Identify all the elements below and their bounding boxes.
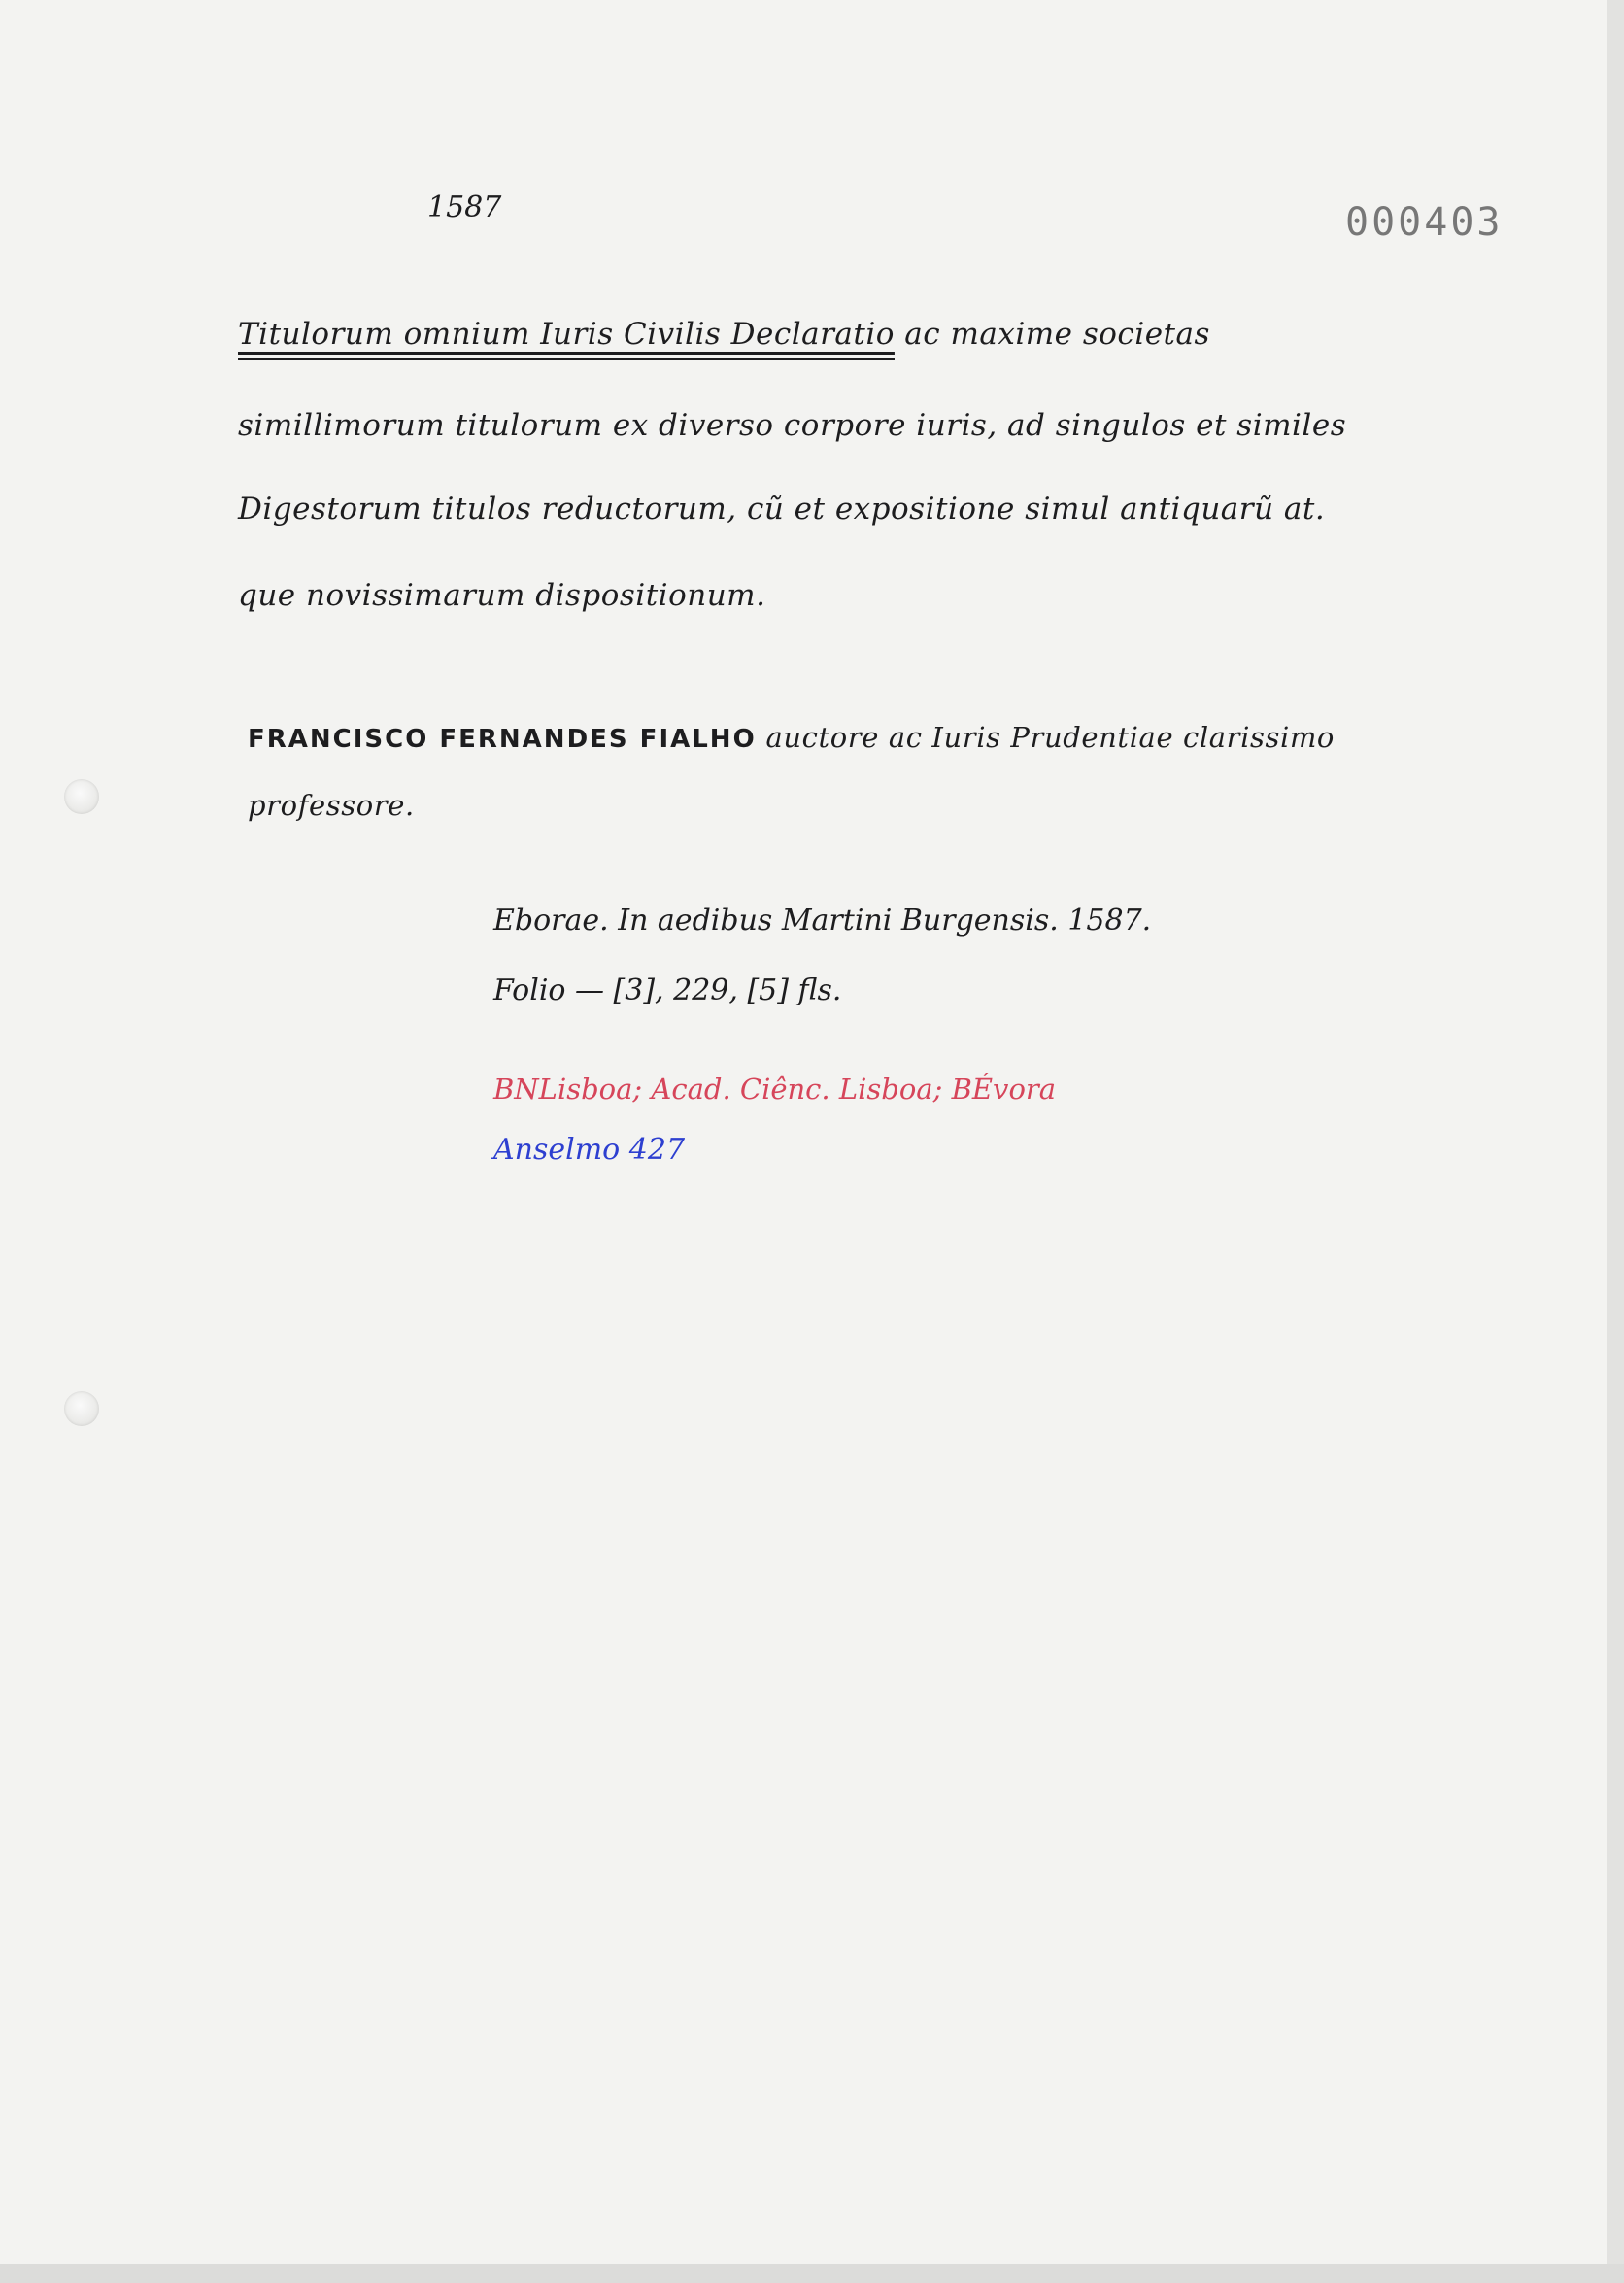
- author-name: FRANCISCO FERNANDES FIALHO: [248, 725, 757, 754]
- author-line-1: [248, 721, 1335, 754]
- stamp-number: 000403: [1345, 200, 1504, 245]
- holding-libraries: BNLisboa; Acad. Ciênc. Lisboa; BÉvora: [493, 1073, 1057, 1106]
- author-line-2: professore.: [248, 789, 415, 822]
- punch-hole-upper: [64, 779, 99, 814]
- imprint-format: Folio — [3], 229, [5] fls.: [493, 973, 842, 1007]
- title-underlined-phrase: Titulorum omnium Iuris Civilis Declaratio: [238, 317, 895, 360]
- bibliographic-reference: Anselmo 427: [493, 1133, 686, 1167]
- card-year: 1587: [427, 190, 502, 224]
- title-line-3: Digestorum titulos reductorum, cũ et expositione simul antiquarũ at.: [238, 492, 1326, 527]
- imprint-place-printer: Eborae. In aedibus Martini Burgensis. 1587.: [493, 903, 1152, 937]
- scan-edge-right: [1607, 0, 1624, 2283]
- title-line-1: [238, 317, 1210, 352]
- title-line-4: que novissimarum dispositionum.: [238, 578, 766, 613]
- punch-hole-lower: [64, 1391, 99, 1426]
- scan-edge-bottom: [0, 2264, 1624, 2283]
- title-line-2: simillimorum titulorum ex diverso corpore iuris, ad singulos et similes: [238, 408, 1347, 443]
- author-line-1-rest: auctore ac Iuris Prudentiae clarissimo: [756, 721, 1335, 754]
- title-line-1-rest: ac maxime societas: [894, 317, 1210, 352]
